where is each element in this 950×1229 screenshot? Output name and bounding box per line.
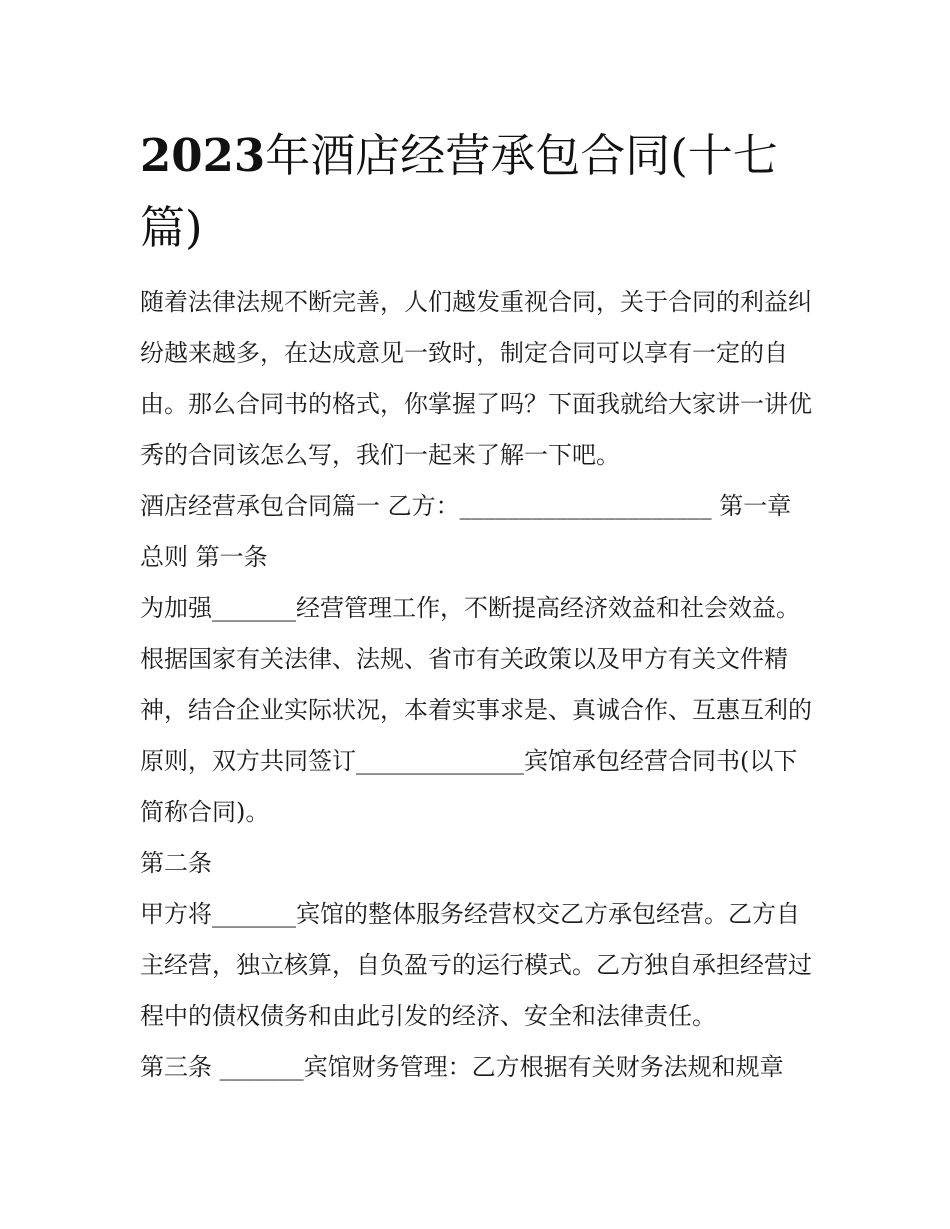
article-two-text: 甲方将_______宾馆的整体服务经营权交乙方承包经营。乙方自主经营，独立核算，自负盈亏的运行模式。乙方独自承担经营过程中的债权债务和由此引发的经济、安全和法律责任。	[140, 900, 812, 1030]
document-body	[140, 277, 820, 1093]
document-title	[140, 120, 820, 264]
intro-paragraph: 随着法律法规不断完善，人们越发重视合同，关于合同的利益纠纷越来越多，在达成意见一致时，制定合同可以享有一定的自由。那么合同书的格式，你掌握了吗？下面我就给大家讲一讲优秀的合同该怎么写，我们一起来了解一下吧。	[140, 288, 812, 469]
article-one-text: 为加强_______经营管理工作，不断提高经济效益和社会效益。根据国家有关法律、法规、省市有关政策以及甲方有关文件精神，结合企业实际状况，本着实事求是、真诚合作、互惠互利的原则，双方共同签订______________宾馆承包经营合同书(以下简称合同)。	[140, 594, 812, 826]
article-three-text: 第三条 _______宾馆财务管理：乙方根据有关财务法规和规章	[140, 1053, 784, 1081]
title-text: 年酒店经营承包合同(十七篇)	[140, 129, 778, 254]
article-two-heading: 第二条	[140, 849, 212, 877]
chapter-one-heading: 酒店经营承包合同篇一 乙方：_____________________ 第一章 总则 第一条	[140, 492, 792, 571]
title-year: 2023	[140, 129, 266, 182]
